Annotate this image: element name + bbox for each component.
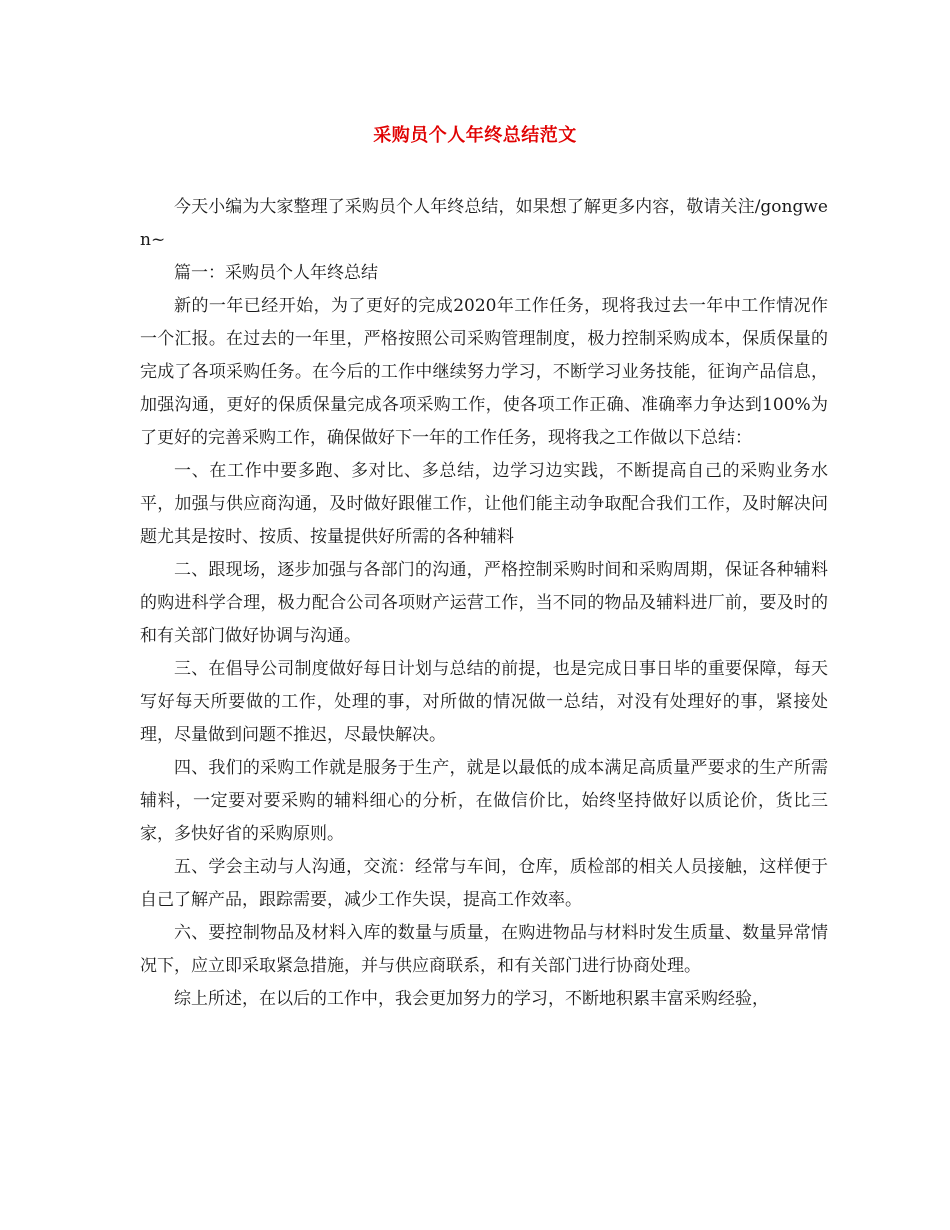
document-body: [140, 191, 828, 1016]
paragraph-item-1: 一、在工作中要多跑、多对比、多总结，边学习边实践，不断提高自己的采购业务水平，加强与供应商沟通，及时做好跟催工作，让他们能主动争取配合我们工作，及时解决问题尤其是按时、按质、按量提供好所需的各种辅料: [140, 461, 828, 547]
document-title: 采购员个人年终总结范文: [373, 125, 577, 146]
paragraph-section-heading: 篇一：采购员个人年终总结: [174, 263, 378, 283]
paragraph-item-2: 二、跟现场，逐步加强与各部门的沟通，严格控制采购时间和采购周期，保证各种辅料的购进科学合理，极力配合公司各项财产运营工作，当不同的物品及辅料进厂前，要及时的和有关部门做好协调与沟通。: [140, 560, 828, 646]
paragraph-item-4: 四、我们的采购工作就是服务于生产，就是以最低的成本满足高质量严要求的生产所需辅料，一定要对要采购的辅料细心的分析，在做信价比，始终坚持做好以质论价，货比三家，多快好省的采购原则。: [140, 758, 828, 844]
paragraph-intro: 今天小编为大家整理了采购员个人年终总结，如果想了解更多内容，敬请关注/gongwen~: [140, 197, 828, 250]
paragraph-item-6: 六、要控制物品及材料入库的数量与质量，在购进物品与材料时发生质量、数量异常情况下，应立即采取紧急措施，并与供应商联系，和有关部门进行协商处理。: [140, 923, 828, 976]
paragraph-summary: 综上所述，在以后的工作中，我会更加努力的学习，不断地积累丰富采购经验，: [174, 989, 769, 1009]
paragraph-item-5: 五、学会主动与人沟通，交流：经常与车间，仓库，质检部的相关人员接触，这样便于自己了解产品，跟踪需要，减少工作失误，提高工作效率。: [140, 857, 828, 910]
paragraph-overview: 新的一年已经开始，为了更好的完成2020年工作任务，现将我过去一年中工作情况作一个汇报。在过去的一年里，严格按照公司采购管理制度，极力控制采购成本，保质保量的完成了各项采购任务。在今后的工作中继续努力学习，不断学习业务技能，征询产品信息，加强沟通，更好的保质保量完成各项采购工作，使各项工作正确、准确率力争达到100%为了更好的完善采购工作，确保做好下一年的工作任务，现将我之工作做以下总结：: [140, 296, 828, 448]
paragraph-item-3: 三、在倡导公司制度做好每日计划与总结的前提，也是完成日事日毕的重要保障，每天写好每天所要做的工作，处理的事，对所做的情况做一总结，对没有处理好的事，紧接处理，尽量做到问题不推迟，尽最快解决。: [140, 659, 828, 745]
